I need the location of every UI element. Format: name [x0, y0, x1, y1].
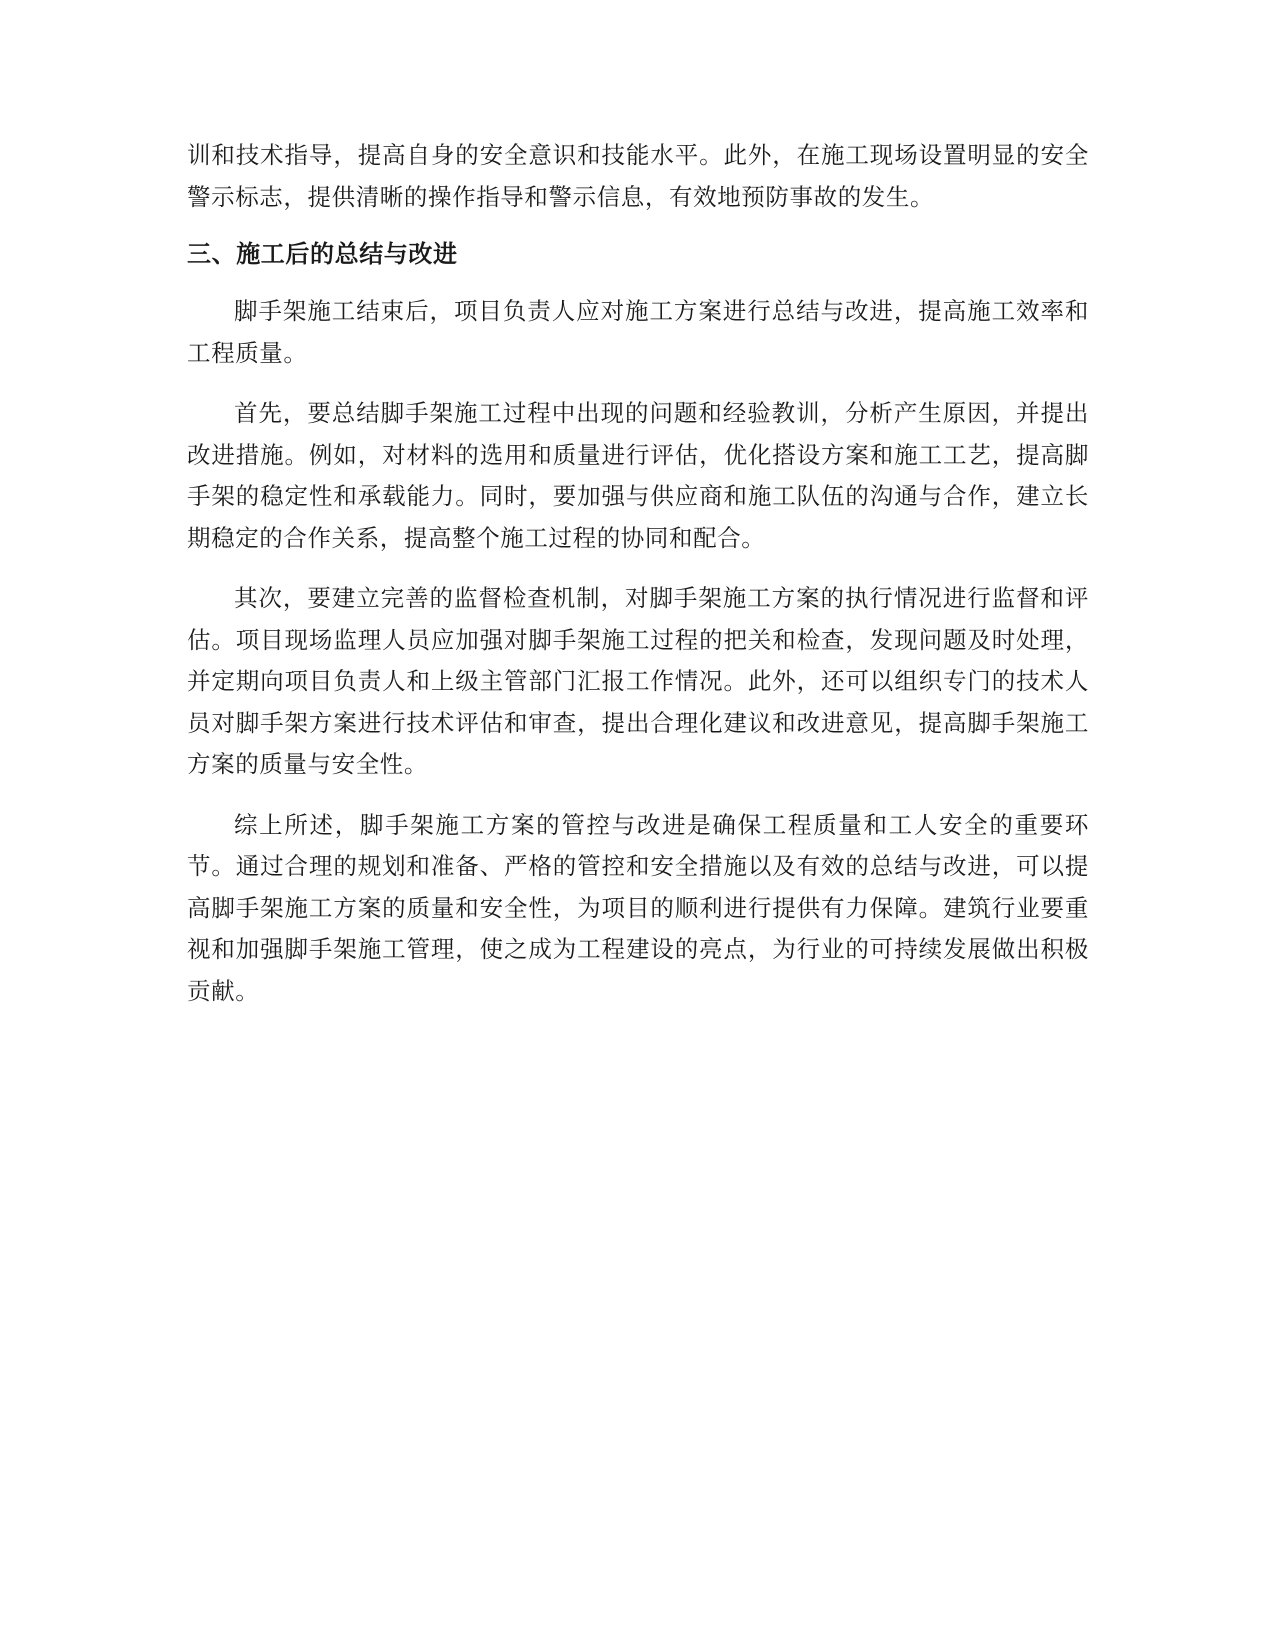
document-page: [187, 135, 1089, 1012]
body-paragraph: 首先，要总结脚手架施工过程中出现的问题和经验教训，分析产生原因，并提出改进措施。例如，对材料的选用和质量进行评估，优化搭设方案和施工工艺，提高脚手架的稳定性和承载能力。同时，要加强与供应商和施工队伍的沟通与合作，建立长期稳定的合作关系，提高整个施工过程的协同和配合。: [187, 399, 1089, 552]
continuation-paragraph: 训和技术指导，提高自身的安全意识和技能水平。此外，在施工现场设置明显的安全警示标志，提供清晰的操作指导和警示信息，有效地预防事故的发生。: [187, 141, 1089, 211]
section-heading: 三、施工后的总结与改进: [187, 240, 458, 268]
body-paragraph: 脚手架施工结束后，项目负责人应对施工方案进行总结与改进，提高施工效率和工程质量。: [187, 297, 1089, 367]
body-paragraph: 其次，要建立完善的监督检查机制，对脚手架施工方案的执行情况进行监督和评估。项目现场监理人员应加强对脚手架施工过程的把关和检查，发现问题及时处理，并定期向项目负责人和上级主管部门汇报工作情况。此外，还可以组织专门的技术人员对脚手架方案进行技术评估和审查，提出合理化建议和改进意见，提高脚手架施工方案的质量与安全性。: [187, 584, 1089, 778]
conclusion-paragraph: 综上所述，脚手架施工方案的管控与改进是确保工程质量和工人安全的重要环节。通过合理的规划和准备、严格的管控和安全措施以及有效的总结与改进，可以提高脚手架施工方案的质量和安全性，为项目的顺利进行提供有力保障。建筑行业要重视和加强脚手架施工管理，使之成为工程建设的亮点，为行业的可持续发展做出积极贡献。: [187, 810, 1089, 1005]
